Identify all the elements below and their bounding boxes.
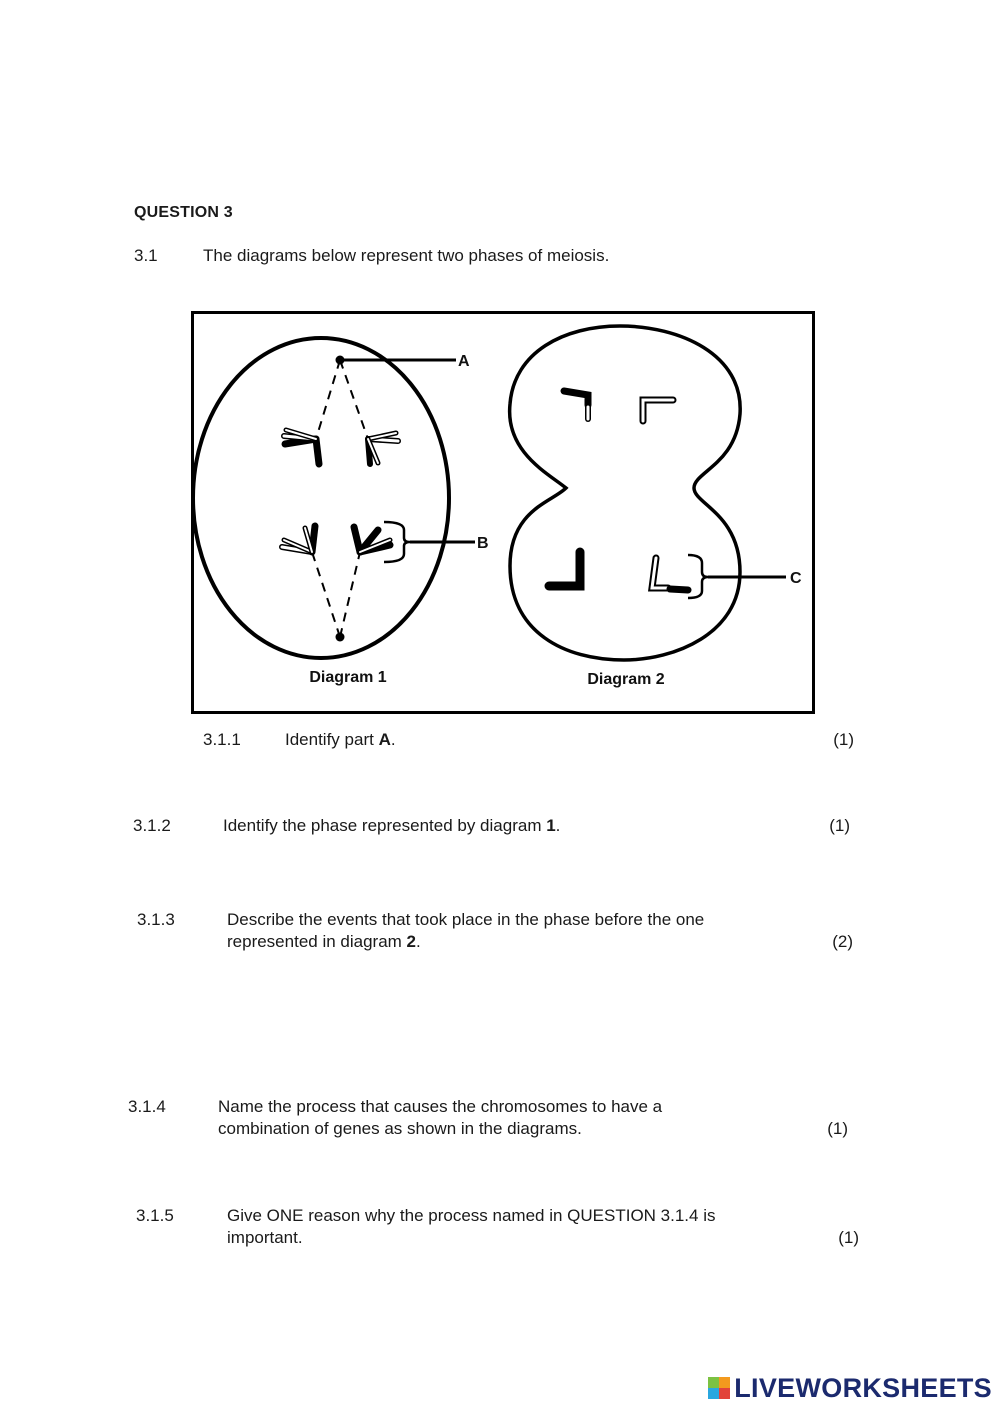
question-3-1-4-marks: (1) [827,1119,848,1138]
question-3-1-4-number: 3.1.4 [128,1097,166,1116]
liveworksheets-logo[interactable] [708,1371,992,1405]
logo-square-orange [719,1377,730,1388]
label-a: A [458,353,470,370]
question-3-1-1-text: Identify part A. [285,730,396,749]
diagram2-chromosome-bottom-left [549,552,580,586]
diagram2-chromosome-top-left [564,391,588,419]
logo-square-red [719,1388,730,1399]
diagram2-chromosome-top-right [643,400,673,421]
spindle-fibres [312,360,368,637]
diagram1-cell-membrane [194,338,449,658]
question-3-1-3-line1: Describe the events that took place in the phase before the one [227,910,705,929]
question-3-1-5-marks: (1) [838,1228,859,1247]
question-3-1-2-number: 3.1.2 [133,816,171,835]
diagram1-chromosome-bottom-left [282,526,315,552]
diagram2-cell-membrane [510,326,741,660]
question-3-1-4-line2: combination of genes as shown in the diagrams. [218,1119,582,1138]
question-3-1-3-number: 3.1.3 [137,910,175,929]
diagram1-chromosome-top-left [284,430,319,464]
logo-square-green [708,1377,719,1388]
intro-number: 3.1 [134,246,158,265]
question-3-1-3-marks: (2) [832,932,853,951]
meiosis-diagram-svg [194,314,812,711]
logo-square-blue [708,1388,719,1399]
question-3-1-3-line2: represented in diagram 2. [227,932,421,951]
caption-diagram-2: Diagram 2 [587,671,665,688]
diagram2-chromosome-bottom-right [652,558,688,590]
liveworksheets-logo-icon [708,1377,730,1399]
intro-text: The diagrams below represent two phases of meiosis. [203,246,610,265]
meiosis-diagram-figure [191,311,815,714]
label-b: B [477,535,489,552]
question-3-1-2-marks: (1) [829,816,850,835]
question-3-1-2-text: Identify the phase represented by diagram 1. [223,816,561,835]
diagram1-chromosome-bottom-right [354,527,390,552]
question-3-1-1-number: 3.1.1 [203,730,241,749]
question-3-1-5-line1: Give ONE reason why the process named in QUESTION 3.1.4 is [227,1206,716,1225]
label-c: C [790,570,802,587]
caption-diagram-1: Diagram 1 [309,669,387,686]
question-3-1-1-marks: (1) [833,730,854,749]
question-3-1-4-line1: Name the process that causes the chromosomes to have a [218,1097,663,1116]
liveworksheets-logo-text: LIVEWORKSHEETS [734,1372,992,1403]
question-3-1-5-number: 3.1.5 [136,1206,174,1225]
question-3-1-5-line2: important. [227,1228,303,1247]
diagram1-chromosome-top-right [368,433,398,464]
question-heading: QUESTION 3 [134,204,233,221]
